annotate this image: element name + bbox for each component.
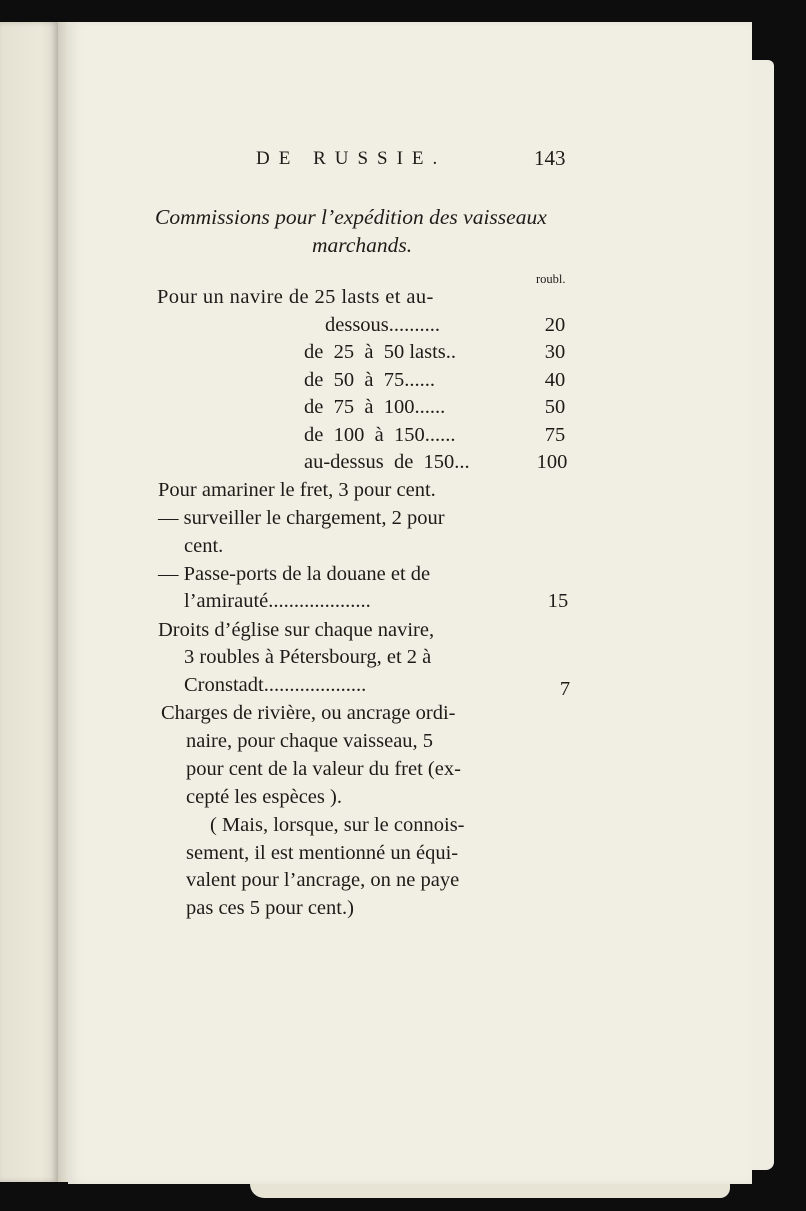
text-line: Pour un navire de 25 lasts et au- — [157, 286, 434, 308]
text-line: Droits d’église sur chaque navire, — [158, 619, 435, 641]
amount-value: 7 — [559, 678, 571, 700]
book-page — [68, 22, 752, 1184]
amount-value: 75 — [544, 424, 566, 446]
text-line: pour cent de la valeur du fret (ex- — [186, 758, 461, 780]
text-line: valent pour l’ancrage, on ne paye — [186, 869, 460, 891]
amount-value: 15 — [547, 590, 569, 612]
amount-value: 20 — [544, 314, 566, 336]
text-line: cepté les espèces ). — [186, 786, 342, 808]
text-line: cent. — [184, 535, 224, 557]
text-line: pas ces 5 pour cent.) — [186, 897, 354, 919]
text-line: naire, pour chaque vaisseau, 5 — [186, 730, 434, 752]
amount-value: 100 — [536, 451, 568, 473]
text-line: — Passe-ports de la douane et de — [158, 563, 431, 585]
amount-value: 30 — [544, 341, 566, 363]
section-title-line-2: marchands. — [312, 233, 413, 257]
text-line: de 100 à 150...... — [304, 424, 456, 446]
text-line: au-dessus de 150... — [304, 451, 470, 473]
amount-value: 40 — [544, 369, 566, 391]
text-line: de 75 à 100...... — [304, 396, 446, 418]
text-line: — surveiller le chargement, 2 pour — [158, 507, 445, 529]
text-line: de 50 à 75...... — [304, 369, 435, 391]
text-line: Cronstadt.................... — [184, 674, 367, 696]
section-title-line-1: Commissions pour l’expédition des vaisseaux — [155, 205, 547, 229]
text-line: Pour amariner le fret, 3 pour cent. — [158, 479, 436, 501]
left-page-edge — [0, 22, 58, 1182]
text-line: 3 roubles à Pétersbourg, et 2 à — [184, 646, 432, 668]
text-line: Charges de rivière, ou ancrage ordi- — [161, 702, 456, 724]
text-line: sement, il est mentionné un équi- — [186, 842, 459, 864]
text-line: de 25 à 50 lasts.. — [304, 341, 457, 363]
text-line: ( Mais, lorsque, sur le connois- — [210, 814, 465, 836]
text-line: l’amirauté.................... — [184, 590, 371, 612]
text-line: dessous.......... — [325, 314, 441, 336]
unit-label: roubl. — [536, 272, 566, 286]
amount-value: 50 — [544, 396, 566, 418]
page-number: 143 — [534, 146, 566, 170]
running-head: DE RUSSIE. — [256, 148, 447, 169]
